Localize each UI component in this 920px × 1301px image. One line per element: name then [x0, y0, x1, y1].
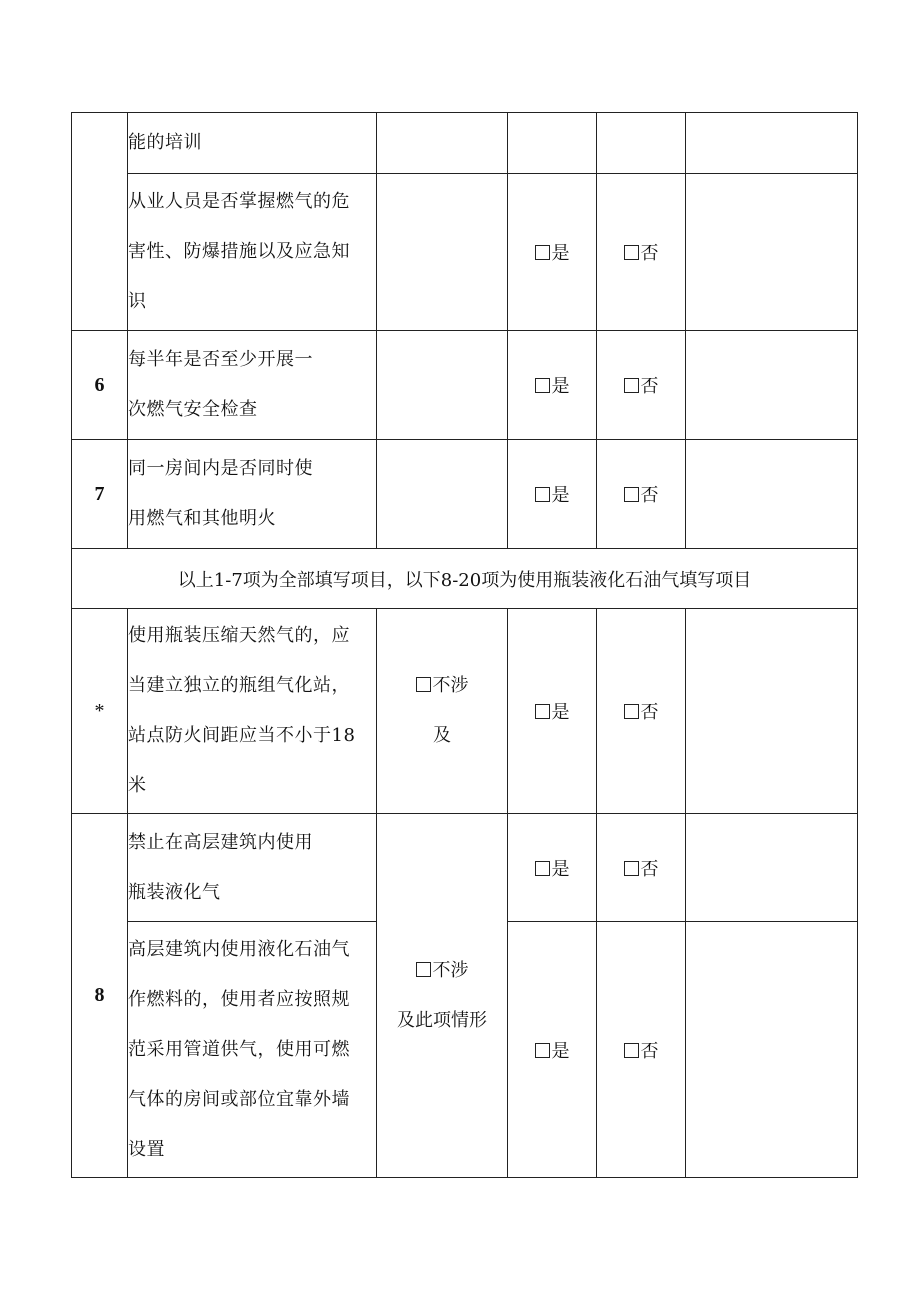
no-option[interactable] [597, 814, 686, 922]
item-number: 6 [72, 331, 128, 440]
not-applicable-cell [377, 331, 508, 440]
yes-label: 是 [551, 1040, 570, 1062]
table-row [72, 609, 858, 814]
item-text-line: 用燃气和其他明火 [128, 508, 276, 529]
remarks-cell[interactable] [686, 609, 858, 814]
no-cell [597, 113, 686, 174]
no-label: 否 [640, 702, 659, 723]
no-option[interactable] [597, 440, 686, 549]
yes-label: 是 [551, 485, 570, 506]
table-row [72, 113, 858, 174]
checkbox-icon[interactable] [535, 378, 550, 393]
checkbox-icon[interactable] [535, 704, 550, 719]
item-number: 8 [72, 814, 128, 1178]
table-row [72, 814, 858, 922]
item-text-line: 范采用管道供气，使用可燃 [128, 1038, 350, 1060]
no-label: 否 [640, 243, 659, 264]
item-text-cell [128, 113, 377, 174]
yes-label: 是 [551, 376, 570, 397]
item-text-line: 气体的房间或部位宜靠外墙 [128, 1088, 350, 1110]
not-applicable-option[interactable] [377, 609, 508, 814]
yes-option[interactable] [508, 609, 597, 814]
not-applicable-label: 不涉 [432, 959, 469, 981]
item-number-cell [72, 113, 128, 331]
remarks-cell[interactable] [686, 814, 858, 922]
not-applicable-label: 及此项情形 [397, 1009, 487, 1031]
inspection-form-table [71, 112, 858, 1178]
yes-cell [508, 113, 597, 174]
item-text-line: 高层建筑内使用液化石油气 [128, 938, 350, 960]
item-text-line: 使用瓶装压缩天然气的，应 [128, 625, 350, 646]
item-text-line: 同一房间内是否同时使 [128, 458, 313, 479]
no-option[interactable] [597, 609, 686, 814]
yes-label: 是 [551, 243, 570, 264]
remarks-cell[interactable] [686, 440, 858, 549]
table-row [72, 440, 858, 549]
remarks-cell[interactable] [686, 113, 858, 174]
item-text-line: 设置 [128, 1138, 165, 1160]
item-text-line: 米 [128, 775, 147, 796]
item-text-cell [128, 440, 377, 549]
item-text-line: 从业人员是否掌握燃气的危 [128, 191, 350, 212]
checkbox-icon[interactable] [624, 487, 639, 502]
item-text-line: 能的培训 [128, 132, 202, 153]
section-note: 以上1-7项为全部填写项目，以下8-20项为使用瓶装液化石油气填写项目 [72, 549, 858, 609]
item-text-line: 害性、防爆措施以及应急知 [128, 241, 350, 262]
table-row [72, 331, 858, 440]
yes-label: 是 [551, 702, 570, 723]
no-label: 否 [640, 376, 659, 397]
item-text-line: 当建立独立的瓶组气化站， [128, 675, 350, 696]
item-text-cell [128, 922, 377, 1178]
not-applicable-label: 不涉 [432, 675, 469, 696]
item-text-cell [128, 814, 377, 922]
not-applicable-label: 及 [433, 725, 451, 746]
checkbox-icon[interactable] [624, 1043, 639, 1058]
item-text-cell [128, 174, 377, 331]
checkbox-icon[interactable] [416, 962, 431, 977]
yes-label: 是 [551, 858, 570, 880]
item-text-line: 作燃料的，使用者应按照规 [128, 988, 350, 1010]
not-applicable-cell [377, 440, 508, 549]
remarks-cell[interactable] [686, 174, 858, 331]
yes-option[interactable] [508, 814, 597, 922]
checkbox-icon[interactable] [624, 245, 639, 260]
checkbox-icon[interactable] [416, 677, 431, 692]
yes-option[interactable] [508, 174, 597, 331]
checkbox-icon[interactable] [624, 704, 639, 719]
not-applicable-option[interactable] [377, 814, 508, 1178]
no-option[interactable] [597, 922, 686, 1178]
yes-option[interactable] [508, 922, 597, 1178]
checkbox-icon[interactable] [535, 245, 550, 260]
no-label: 否 [640, 1040, 659, 1062]
yes-option[interactable] [508, 331, 597, 440]
no-option[interactable] [597, 331, 686, 440]
yes-option[interactable] [508, 440, 597, 549]
item-text-line: 禁止在高层建筑内使用 [128, 831, 313, 853]
no-label: 否 [640, 485, 659, 506]
no-label: 否 [640, 858, 659, 880]
checkbox-icon[interactable] [535, 487, 550, 502]
checkbox-icon[interactable] [624, 861, 639, 876]
item-text-line: 站点防火间距应当不小于18 [128, 725, 356, 746]
item-number: * [72, 609, 128, 814]
item-text-cell [128, 609, 377, 814]
checkbox-icon[interactable] [535, 1043, 550, 1058]
item-text-line: 识 [128, 291, 147, 312]
not-applicable-cell [377, 113, 508, 174]
table-row [72, 174, 858, 331]
no-option[interactable] [597, 174, 686, 331]
item-text-line: 次燃气安全检查 [128, 399, 258, 420]
item-text-cell [128, 331, 377, 440]
item-text-line: 每半年是否至少开展一 [128, 349, 313, 370]
section-row [72, 549, 858, 609]
item-text-line: 瓶装液化气 [128, 881, 221, 903]
checkbox-icon[interactable] [624, 378, 639, 393]
remarks-cell[interactable] [686, 922, 858, 1178]
item-number: 7 [72, 440, 128, 549]
remarks-cell[interactable] [686, 331, 858, 440]
checkbox-icon[interactable] [535, 861, 550, 876]
not-applicable-cell [377, 174, 508, 331]
